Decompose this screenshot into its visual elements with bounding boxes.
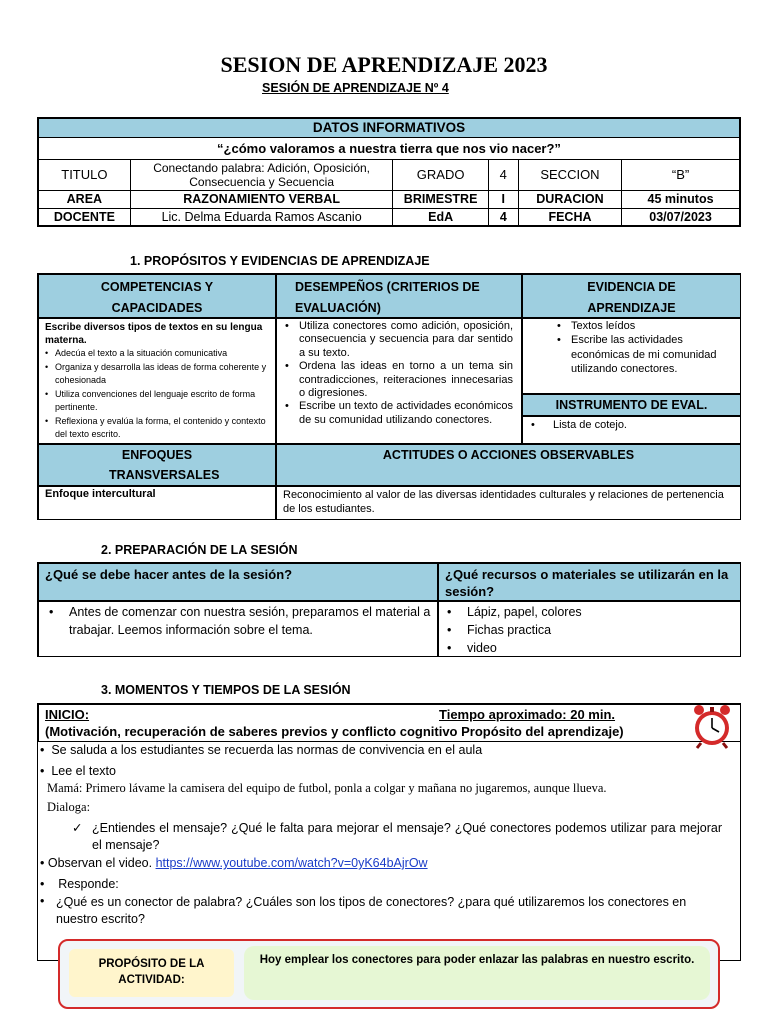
competencia-title: Escribe diversos tipos de textos en su lengua materna. [45,322,263,346]
desempeno-item: • Ordena las ideas en torno a un tema sin contradicciones, reiteraciones innecesarias o digresiones. [281,360,513,400]
preparacion-table [37,562,741,657]
fecha-value: 03/07/2023 [622,208,740,226]
video-line: • Observan el video. https://www.youtube.com/watch?v=0yK64bAjrOw [40,856,428,870]
dialoga-label: Dialoga: [47,800,91,814]
antes-value: • Antes de comenzar con nuestra sesión, preparamos el material a trabajar. Leemos información sobre el tema. [41,603,431,639]
checkmark-icon: ✓ [72,821,83,835]
recurso-item: • Fichas practica [439,621,736,639]
enfoques-header: ENFOQUES TRANSVERSALES [38,444,276,486]
competencias-cell [38,318,276,444]
session-question: “¿cómo valoramos a nuestra tierra que nos vio nacer?” [38,137,740,159]
recursos-question: ¿Qué recursos o materiales se utilizarán en la sesión? [438,563,741,601]
antes-cell [38,601,438,657]
competencias-header: COMPETENCIAS Y CAPACIDADES [38,274,276,318]
proposito-label: PROPÓSITO DE LA ACTIVIDAD: [69,949,234,997]
tiempo-label: Tiempo aproximado: 20 min. [439,707,616,722]
desempenos-list [281,320,513,427]
momentos-table [37,703,741,961]
area-value: RAZONAMIENTO VERBAL [130,190,393,208]
section1-heading: 1. PROPÓSITOS Y EVIDENCIAS DE APRENDIZAJE [130,254,430,268]
evidencia-item: • Escribe las actividades económicas de mi comunidad utilizando conectores. [553,333,734,377]
capacidad-item: • Utiliza convenciones del lenguaje escrito de forma pertinente. [45,388,269,415]
mama-text: Mamá: Primero lávame la camisera del equipo de futbol, ponla a colgar y mañana no jugaremos, aunque llueva. [47,781,607,795]
saludo-line: • Se saluda a los estudiantes se recuerda las normas de convivencia en el aula [40,743,483,757]
proposito-box [58,939,720,1009]
desempeno-item: • Escribe un texto de actividades económicos de su comunidad utilizando conectores. [281,400,513,427]
bimestre-value: I [488,190,518,208]
recurso-item: • video [439,639,736,657]
inicio-label: INICIO: [45,707,90,722]
instrumento-value: • Lista de cotejo. [527,419,736,432]
evidencia-item: • Textos leídos [553,320,734,333]
seccion-label: SECCION [518,159,621,190]
capacidad-item: • Adecúa el texto a la situación comunicativa [45,347,269,361]
actitud-value: Reconocimiento al valor de las diversas identidades culturales y relaciones de pertenencia de los estudiantes. [276,486,741,520]
document-title: SESION DE APRENDIZAJE 2023 [220,52,548,77]
titulo-value: Conectando palabra: Adición, Oposición, Consecuencia y Secuencia [130,159,393,190]
eda-value: 4 [488,208,518,226]
video-link[interactable]: https://www.youtube.com/watch?v=0yK64bAjrOw [155,856,428,870]
eda-label: EdA [393,208,488,226]
responde-question: ¿Qué es un conector de palabra? ¿Cuáles son los tipos de conectores? ¿para qué utilizaremos los conectores en nuestro escrito? [56,895,687,926]
datos-informativos-table [37,117,741,227]
responde-line: • Responde: [40,877,119,891]
area-label: AREA [38,190,130,208]
alarm-clock-icon [691,703,733,749]
instrumento-header: INSTRUMENTO DE EVAL. [522,394,741,416]
titulo-label: TITULO [38,159,130,190]
grado-label: GRADO [393,159,488,190]
enfoque-value: Enfoque intercultural [38,486,276,520]
desempenos-cell [276,318,522,444]
fecha-label: FECHA [518,208,621,226]
propositos-table [37,273,741,520]
datos-header: DATOS INFORMATIVOS [38,118,740,137]
inicio-header-cell [38,704,741,742]
mensaje-question: ¿Entiendes el mensaje? ¿Qué le falta para mejorar el mensaje? ¿Qué conectores podemos utilizar para mejorar el mensaje? [92,821,722,852]
capacidad-item: • Organiza y desarrolla las ideas de forma coherente y cohesionada [45,361,269,388]
section2-heading: 2. PREPARACIÓN DE LA SESIÓN [101,543,298,557]
capacidades-list [45,347,269,442]
recursos-list [439,603,736,657]
desempeno-item: • Utiliza conectores como adición, oposición, consecuencia y secuencia para dar sentido a su texto. [281,320,513,360]
evidencias-cell [522,318,741,394]
grado-value: 4 [488,159,518,190]
duracion-label: DURACION [518,190,621,208]
docente-label: DOCENTE [38,208,130,226]
proposito-text: Hoy emplear los conectores para poder enlazar las palabras en nuestro escrito. [244,946,710,1000]
actitudes-header: ACTITUDES O ACCIONES OBSERVABLES [276,444,741,486]
duracion-value: 45 minutos [622,190,740,208]
instrumento-cell [522,416,741,444]
recursos-cell [438,601,741,657]
section3-heading: 3. MOMENTOS Y TIEMPOS DE LA SESIÓN [101,683,351,697]
recurso-item: • Lápiz, papel, colores [439,603,736,621]
capacidad-item: • Reflexiona y evalúa la forma, el contenido y contexto del texto escrito. [45,415,269,442]
bimestre-label: BRIMESTRE [393,190,488,208]
desempenos-header: DESEMPEÑOS (CRITERIOS DE EVALUACIÓN) [276,274,522,318]
motivacion-label: (Motivación, recuperación de saberes previos y conflicto cognitivo Propósito del aprendizaje) [45,724,624,739]
session-subtitle: SESIÓN DE APRENDIZAJE Nº 4 [262,81,449,95]
docente-value: Lic. Delma Eduarda Ramos Ascanio [130,208,393,226]
seccion-value: “B” [622,159,740,190]
evidencias-list [553,320,734,377]
lee-texto-line: • Lee el texto [40,764,116,778]
bullet-icon: • [40,894,45,908]
antes-question: ¿Qué se debe hacer antes de la sesión? [38,563,438,601]
evidencia-header: EVIDENCIA DE APRENDIZAJE [522,274,741,318]
